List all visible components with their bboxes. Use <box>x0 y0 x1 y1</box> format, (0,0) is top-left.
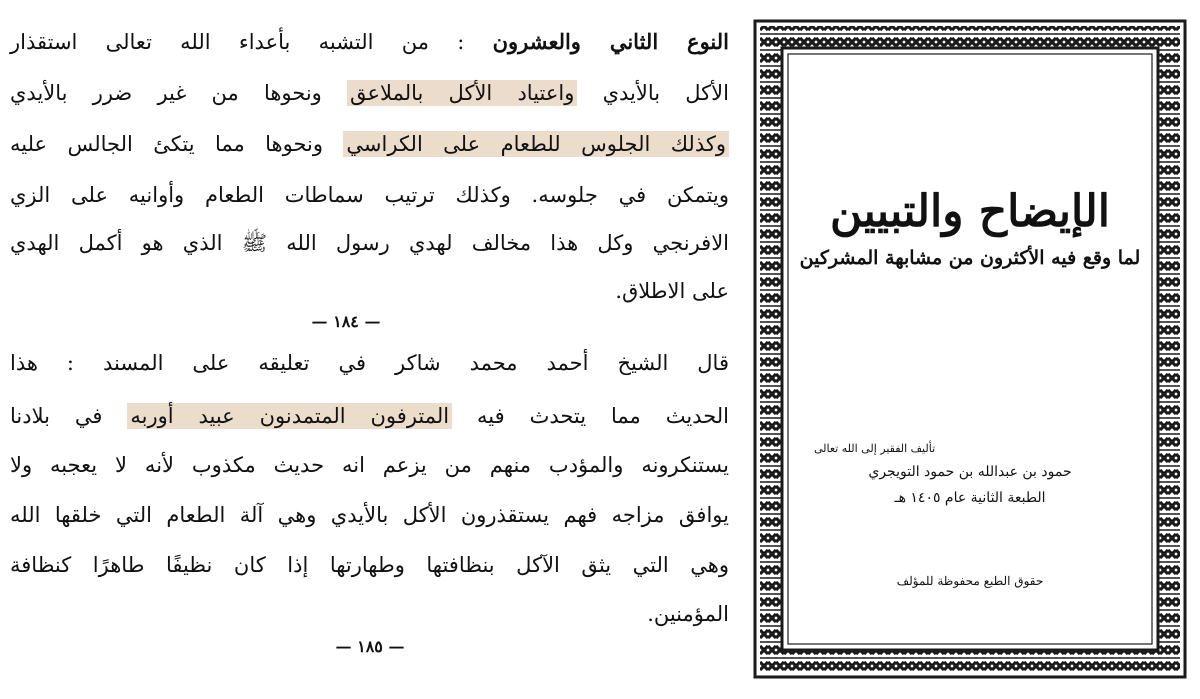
text-segment: الحديث مما يتحدث فيه <box>452 404 729 428</box>
text-line-8 <box>10 398 729 434</box>
text-line-2 <box>10 75 729 111</box>
text-line-3 <box>10 126 729 162</box>
text-line-5: الافرنجي وكل هذا مخالف لهدي رسول الله ﷺ الذي هو أكمل الهدي <box>10 231 729 255</box>
copyright-note: حقوق الطبع محفوظة للمؤلف <box>896 574 1044 588</box>
text-line-7: قال الشيخ أحمد محمد شاكر في تعليقه على المسند : هذا <box>10 351 729 375</box>
text-line-9: يستنكرونه والمؤدب منهم من يزعم انه حديث مكذوب لأنه لا يعجبه ولا <box>10 453 729 477</box>
edition-info: الطبعة الثانية عام ١٤٠٥ هـ <box>894 490 1046 506</box>
author-label: تأليف الفقير إلى الله تعالى <box>814 442 936 455</box>
text-line-4: ويتمكن في جلوسه. وكذلك ترتيب سماطات الطعام وأوانيه على الزي <box>10 183 729 207</box>
highlighted-phrase: المترفون المتمدنون عبيد أوربه <box>127 403 452 429</box>
text-segment: الأكل بالأيدي <box>577 81 729 105</box>
text-segment: ونحوها من غير ضرر بالأيدي <box>10 81 348 105</box>
cover-content <box>796 62 1144 636</box>
book-cover <box>752 18 1188 680</box>
text-line-11: وهي التي يثق الآكل بنظافتها وطهارتها إذا كان نظيفًا طاهرًا كنظافة <box>10 553 729 577</box>
highlighted-phrase: وكذلك الجلوس للطعام على الكراسي <box>343 131 729 157</box>
text-line-12: المؤمنين. <box>647 602 729 626</box>
text-segment: : من التشبه بأعداء الله تعالى استقذار <box>10 30 493 54</box>
highlighted-phrase: واعتياد الأكل بالملاعق <box>347 80 577 106</box>
text-segment: في بلادنا <box>10 404 128 428</box>
text-line-1 <box>10 24 729 60</box>
page-number-184: — ١٨٤ — <box>311 312 381 331</box>
page-number-185: — ١٨٥ — <box>335 637 405 656</box>
text-line-6: على الاطلاق. <box>615 279 729 303</box>
book-title: الإيضاح والتبيين <box>829 186 1111 237</box>
text-line-10: يوافق مزاجه فهم يستقذرون الأكل بالأيدي وهي آلة الطعام التي خلقها الله <box>10 503 729 527</box>
text-segment: ونحوها مما يتكئ الجالس عليه <box>10 132 344 156</box>
author-name: حمود بن عبدالله بن حمود التويجري <box>868 464 1072 480</box>
section-heading: النوع الثاني والعشرون <box>492 29 729 54</box>
book-subtitle: لما وقع فيه الأكثرون من مشابهة المشركين <box>799 247 1141 269</box>
